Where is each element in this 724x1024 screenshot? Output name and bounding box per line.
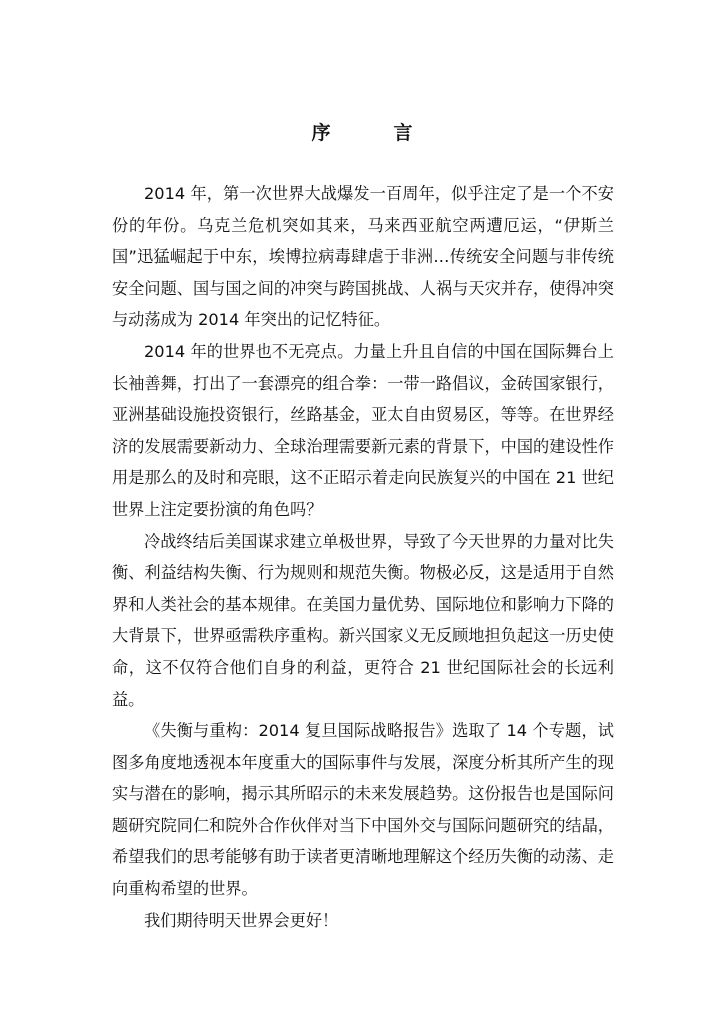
document-body <box>112 178 614 936</box>
paragraph-5: 我们期待明天世界会更好！ <box>144 910 339 930</box>
paragraph-4: 《失衡与重构：2014 复旦国际战略报告》选取了 14 个专题，试图多角度地透视本年度重大的国际事件与发展，深度分析其所产生的现实与潜在的影响，揭示其所昭示的未来发展趋势。这份报告也是国际问题研究院同仁和院外合作伙伴对当下中国外交与国际问题研究的结晶，希望我们的思考能够有助于读者更清晰地理解这个经历失衡的动荡、走向重构希望的世界。 <box>112 721 614 899</box>
paragraph-1: 2014 年，第一次世界大战爆发一百周年，似乎注定了是一个不安份的年份。乌克兰危机突如其来，马来西亚航空两遭厄运，“伊斯兰国”迅猛崛起于中东，埃博拉病毒肆虐于非洲…传统安全问题与非传统安全问题、国与国之间的冲突与跨国挑战、人祸与天灾并存，使得冲突与动荡成为 2014 年突出的记忆特征。 <box>112 184 614 330</box>
page-title: 序 言 <box>311 122 435 144</box>
paragraph-2: 2014 年的世界也不无亮点。力量上升且自信的中国在国际舞台上长袖善舞，打出了一套漂亮的组合拳：一带一路倡议，金砖国家银行，亚洲基础设施投资银行，丝路基金，亚太自由贸易区，等等。在世界经济的发展需要新动力、全球治理需要新元素的背景下，中国的建设性作用是那么的及时和亮眼，这不正昭示着走向民族复兴的中国在 21 世纪世界上注定要扮演的角色吗？ <box>112 341 614 519</box>
paragraph-3: 冷战终结后美国谋求建立单极世界，导致了今天世界的力量对比失衡、利益结构失衡、行为规则和规范失衡。物极必反，这是适用于自然界和人类社会的基本规律。在美国力量优势、国际地位和影响力下降的大背景下，世界亟需秩序重构。新兴国家义无反顾地担负起这一历史使命，这不仅符合他们自身的利益，更符合 21 世纪国际社会的长远利益。 <box>112 531 614 709</box>
